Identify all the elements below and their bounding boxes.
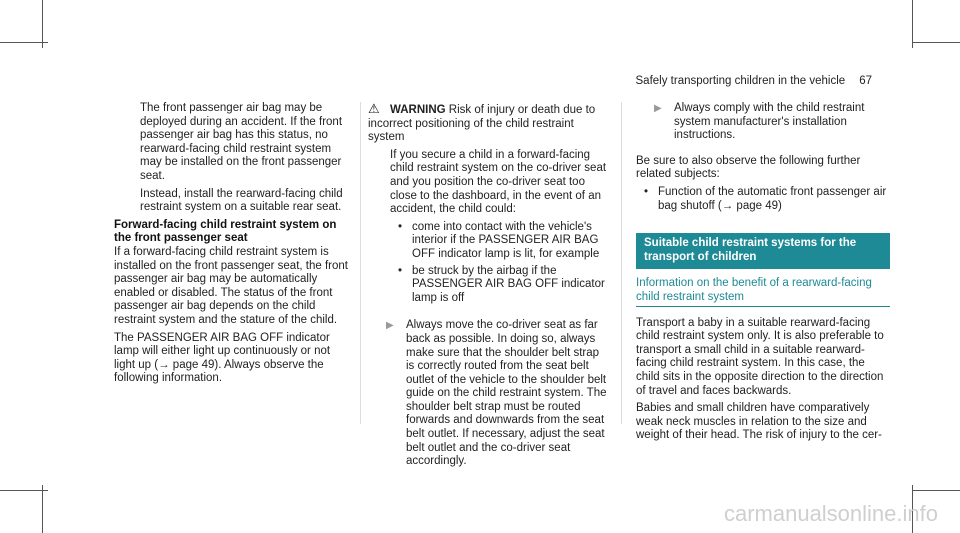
warning-text: Risk of injury or death due to incorrect positioning of the child restraint system: [368, 104, 596, 144]
crop-mark: [912, 0, 913, 48]
bullet-list: [368, 221, 610, 306]
column-right: [636, 102, 890, 447]
body-paragraph: The PASSENGER AIR BAG OFF indicator lamp will either light up continuously or not light up (→ page 49). Always observe the following information.: [114, 331, 331, 385]
crop-mark: [912, 42, 960, 43]
section-heading: Forward-facing child restraint system on the front passenger seat: [114, 218, 337, 245]
crop-mark: [0, 490, 48, 491]
bullet-icon: •: [644, 185, 649, 198]
list-item: • Function of the automatic front passenger air bag shutoff (→ page 49): [644, 185, 887, 212]
column-divider: [360, 102, 361, 424]
body-paragraph: Babies and small children have comparatively weak neck muscles in relation to the size and weight of their head. The risk of injury to the cer-: [636, 402, 882, 442]
crop-mark: [42, 485, 43, 533]
column-left: [114, 102, 354, 390]
crop-mark: [912, 490, 960, 491]
step-instruction: ▶ Always comply with the child restraint system manufacturer's installation instructions.: [654, 102, 865, 142]
body-paragraph: If you secure a child in a forward-facing child restraint system on the co-driver seat and you position the co-driver seat too close to the dashboard, in the event of an accident, the child could:: [390, 148, 607, 216]
step-arrow-icon: ▶: [654, 103, 662, 114]
list-item: • come into contact with the vehicle's interior if the PASSENGER AIR BAG OFF indicator lamp is lit, for example: [398, 220, 600, 260]
running-header: [636, 75, 872, 87]
list-item: • be struck by the airbag if the PASSENGER AIR BAG OFF indicator lamp is off: [398, 264, 605, 304]
instead-paragraph: Instead, install the rearward-facing child restraint system on a suitable rear seat.: [140, 187, 343, 214]
warning-triangle-icon: ⚠: [368, 101, 380, 116]
body-paragraph: Be sure to also observe the following further related subjects:: [636, 154, 861, 181]
bullet-icon: •: [398, 264, 403, 277]
step-arrow-icon: ▶: [386, 320, 394, 332]
bullet-list: [636, 186, 890, 213]
subsection-heading: Information on the benefit of a rearward-facing child restraint system: [636, 277, 890, 306]
section-banner: Suitable child restraint systems for the transport of children: [636, 233, 890, 269]
crop-mark: [42, 0, 43, 48]
step-instruction: ▶ Always move the co-driver seat as far back as possible. In doing so, always make sure that the shoulder belt strap is correctly routed from the seat belt outlet of the vehicle to the shoulder belt guide on the child restraint system. The shoulder belt strap must be routed forwards and downwards from the seat belt outlet. If necessary, adjust the seat belt outlet and the co-driver seat accordingly.: [386, 319, 607, 468]
column-divider: [621, 102, 622, 424]
running-title: Safely transporting children in the vehicle: [635, 75, 846, 87]
intro-paragraph: The front passenger air bag may be deployed during an accident. If the front passenger air bag has this status, no rearward-facing child restraint system may be installed on the front passenger seat.: [140, 102, 343, 182]
crop-mark: [0, 42, 48, 43]
body-paragraph: If a forward-facing child restraint system is installed on the front passenger seat, the front passenger air bag may be automatically enabled or disabled. The status of the front passenger air bag depends on the child restraint system and the stature of the child.: [114, 245, 348, 326]
warning-block: [368, 102, 610, 145]
column-middle: [368, 102, 610, 473]
watermark: carmanualsonline.info: [723, 501, 938, 526]
warning-label: WARNING: [390, 104, 446, 116]
page-number: 67: [859, 75, 872, 87]
body-paragraph: Transport a baby in a suitable rearward-facing child restraint system only. It is also preferable to transport a small child in a suitable rearward-facing child restraint system. In this case, the child sits in the opposite direction to the direction of travel and faces backwards.: [636, 316, 884, 397]
bullet-icon: •: [398, 220, 403, 233]
